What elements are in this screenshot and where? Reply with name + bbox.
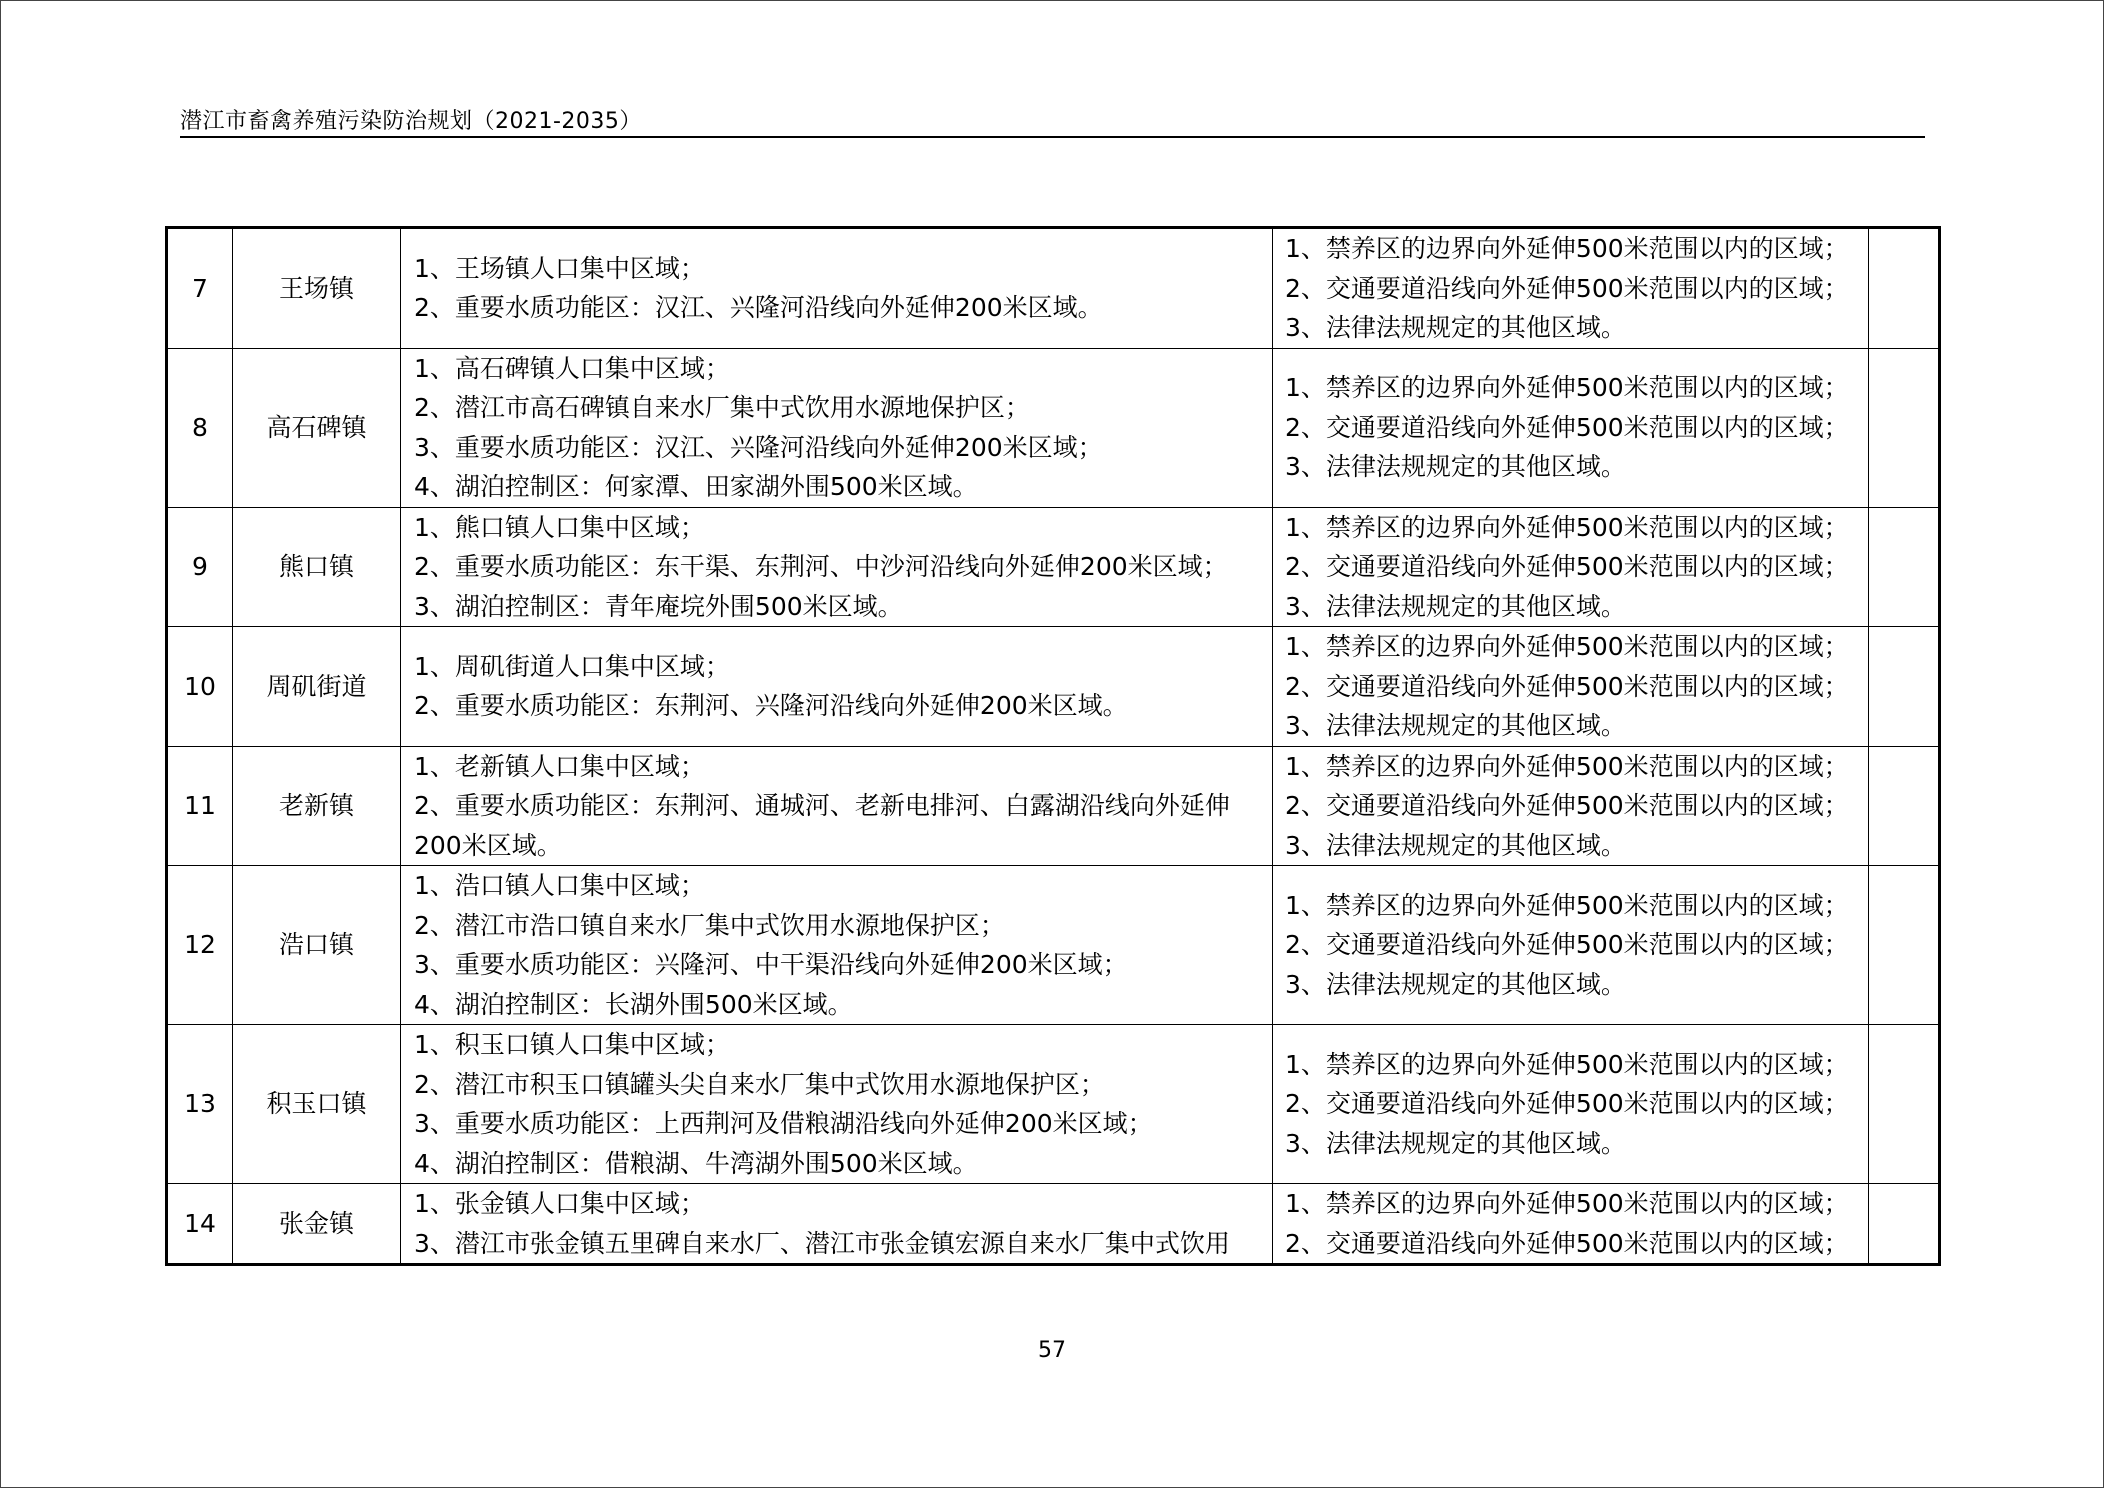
prohibited-zone-line: 200米区域。	[414, 830, 562, 860]
row-number: 9	[167, 507, 233, 627]
prohibited-zone-line: 4、湖泊控制区：长湖外围500米区域。	[414, 989, 853, 1019]
restricted-zone-line: 2、交通要道沿线向外延伸500米范围以内的区域；	[1285, 552, 1849, 581]
restricted-zone-line: 3、法律法规规定的其他区域。	[1285, 711, 1626, 740]
remarks-cell	[1869, 627, 1940, 747]
town-name: 张金镇	[233, 1184, 401, 1265]
restricted-zone-line: 3、法律法规规定的其他区域。	[1285, 591, 1626, 621]
table-row	[167, 866, 1940, 1025]
prohibited-zone-line: 3、重要水质功能区：汉江、兴隆河沿线向外延伸200米区域；	[414, 432, 1103, 462]
town-name: 周矶街道	[233, 627, 401, 747]
prohibited-zone-line: 4、湖泊控制区：借粮湖、牛湾湖外围500米区域。	[414, 1148, 978, 1178]
restricted-zone-line: 2、交通要道沿线向外延伸500米范围以内的区域；	[1285, 791, 1849, 820]
restricted-zone-cell	[1273, 1184, 1869, 1265]
restricted-zone-line: 2、交通要道沿线向外延伸500米范围以内的区域；	[1285, 1228, 1849, 1258]
restricted-zone-line: 3、法律法规规定的其他区域。	[1285, 1128, 1626, 1158]
town-name: 浩口镇	[233, 866, 401, 1025]
prohibited-zone-line: 2、潜江市浩口镇自来水厂集中式饮用水源地保护区；	[414, 910, 1005, 940]
prohibited-zone-cell	[401, 228, 1273, 349]
restricted-zone-line: 3、法律法规规定的其他区域。	[1285, 313, 1626, 342]
table-row	[167, 228, 1940, 349]
row-number: 10	[167, 627, 233, 747]
restricted-zone-cell	[1273, 866, 1869, 1025]
row-number: 14	[167, 1184, 233, 1265]
remarks-cell	[1869, 228, 1940, 349]
prohibited-zone-line: 3、湖泊控制区：青年庵垸外围500米区域。	[414, 591, 903, 621]
prohibited-zone-line: 3、重要水质功能区：上西荆河及借粮湖沿线向外延伸200米区域；	[414, 1109, 1153, 1138]
prohibited-zone-line: 1、张金镇人口集中区域；	[414, 1189, 705, 1218]
restricted-zone-line: 2、交通要道沿线向外延伸500米范围以内的区域；	[1285, 930, 1849, 960]
town-name: 高石碑镇	[233, 348, 401, 507]
prohibited-zone-cell	[401, 348, 1273, 507]
row-number: 8	[167, 348, 233, 507]
restricted-zone-line: 3、法律法规规定的其他区域。	[1285, 830, 1626, 860]
restricted-zone-line: 3、法律法规规定的其他区域。	[1285, 452, 1626, 482]
prohibited-zone-line: 4、湖泊控制区：何家潭、田家湖外围500米区域。	[414, 472, 978, 501]
prohibited-zone-cell	[401, 627, 1273, 747]
remarks-cell	[1869, 1025, 1940, 1184]
town-name: 熊口镇	[233, 507, 401, 627]
prohibited-zone-cell	[401, 866, 1273, 1025]
restricted-zone-cell	[1273, 746, 1869, 866]
prohibited-zone-line: 2、重要水质功能区：东干渠、东荆河、中沙河沿线向外延伸200米区域；	[414, 552, 1228, 581]
prohibited-zone-line: 2、潜江市高石碑镇自来水厂集中式饮用水源地保护区；	[414, 393, 1030, 422]
restricted-zone-cell	[1273, 348, 1869, 507]
remarks-cell	[1869, 746, 1940, 866]
prohibited-zone-line: 2、重要水质功能区：东荆河、兴隆河沿线向外延伸200米区域。	[414, 691, 1128, 721]
remarks-cell	[1869, 1184, 1940, 1265]
restricted-zone-line: 1、禁养区的边界向外延伸500米范围以内的区域；	[1285, 373, 1849, 403]
prohibited-zone-cell	[401, 746, 1273, 866]
prohibited-zone-line: 1、浩口镇人口集中区域；	[414, 871, 705, 900]
prohibited-zone-line: 1、积玉口镇人口集中区域；	[414, 1030, 730, 1059]
remarks-cell	[1869, 348, 1940, 507]
remarks-cell	[1869, 866, 1940, 1025]
zoning-table	[165, 226, 1941, 1266]
page-number: 57	[1038, 1338, 1066, 1363]
restricted-zone-line: 1、禁养区的边界向外延伸500米范围以内的区域；	[1285, 512, 1849, 542]
prohibited-zone-line: 3、重要水质功能区：兴隆河、中干渠沿线向外延伸200米区域；	[414, 950, 1128, 979]
restricted-zone-line: 2、交通要道沿线向外延伸500米范围以内的区域；	[1285, 671, 1849, 701]
restricted-zone-line: 1、禁养区的边界向外延伸500米范围以内的区域；	[1285, 1189, 1849, 1218]
prohibited-zone-line: 1、熊口镇人口集中区域；	[414, 512, 705, 542]
zoning-table-body	[167, 228, 1940, 1265]
restricted-zone-cell	[1273, 627, 1869, 747]
prohibited-zone-line: 1、高石碑镇人口集中区域；	[414, 353, 730, 383]
remarks-cell	[1869, 507, 1940, 627]
prohibited-zone-line: 1、王场镇人口集中区域；	[414, 253, 705, 283]
prohibited-zone-line: 2、潜江市积玉口镇罐头尖自来水厂集中式饮用水源地保护区；	[414, 1069, 1105, 1099]
row-number: 12	[167, 866, 233, 1025]
row-number: 13	[167, 1025, 233, 1184]
table-row	[167, 507, 1940, 627]
restricted-zone-line: 1、禁养区的边界向外延伸500米范围以内的区域；	[1285, 890, 1849, 920]
prohibited-zone-cell	[401, 507, 1273, 627]
restricted-zone-cell	[1273, 228, 1869, 349]
town-name: 王场镇	[233, 228, 401, 349]
restricted-zone-line: 1、禁养区的边界向外延伸500米范围以内的区域；	[1285, 632, 1849, 661]
restricted-zone-line: 2、交通要道沿线向外延伸500米范围以内的区域；	[1285, 273, 1849, 303]
row-number: 11	[167, 746, 233, 866]
restricted-zone-line: 3、法律法规规定的其他区域。	[1285, 969, 1626, 999]
table-row	[167, 1025, 1940, 1184]
prohibited-zone-line: 2、重要水质功能区：东荆河、通城河、老新电排河、白露湖沿线向外延伸	[414, 791, 1230, 820]
town-name: 积玉口镇	[233, 1025, 401, 1184]
prohibited-zone-cell	[401, 1184, 1273, 1265]
restricted-zone-cell	[1273, 1025, 1869, 1184]
header-rule	[180, 136, 1925, 138]
restricted-zone-line: 1、禁养区的边界向外延伸500米范围以内的区域；	[1285, 751, 1849, 781]
prohibited-zone-line: 1、周矶街道人口集中区域；	[414, 651, 730, 681]
town-name: 老新镇	[233, 746, 401, 866]
row-number: 7	[167, 228, 233, 349]
restricted-zone-line: 2、交通要道沿线向外延伸500米范围以内的区域；	[1285, 1089, 1849, 1119]
restricted-zone-line: 1、禁养区的边界向外延伸500米范围以内的区域；	[1285, 234, 1849, 263]
document-header-title: 潜江市畜禽养殖污染防治规划（2021-2035）	[180, 109, 642, 134]
table-row	[167, 1184, 1940, 1265]
table-row	[167, 746, 1940, 866]
prohibited-zone-line: 3、潜江市张金镇五里碑自来水厂、潜江市张金镇宏源自来水厂集中式饮用	[414, 1228, 1230, 1258]
prohibited-zone-cell	[401, 1025, 1273, 1184]
prohibited-zone-line: 2、重要水质功能区：汉江、兴隆河沿线向外延伸200米区域。	[414, 293, 1103, 323]
table-row	[167, 348, 1940, 507]
prohibited-zone-line: 1、老新镇人口集中区域；	[414, 751, 705, 781]
restricted-zone-line: 1、禁养区的边界向外延伸500米范围以内的区域；	[1285, 1049, 1849, 1079]
restricted-zone-cell	[1273, 507, 1869, 627]
table-row	[167, 627, 1940, 747]
restricted-zone-line: 2、交通要道沿线向外延伸500米范围以内的区域；	[1285, 412, 1849, 442]
